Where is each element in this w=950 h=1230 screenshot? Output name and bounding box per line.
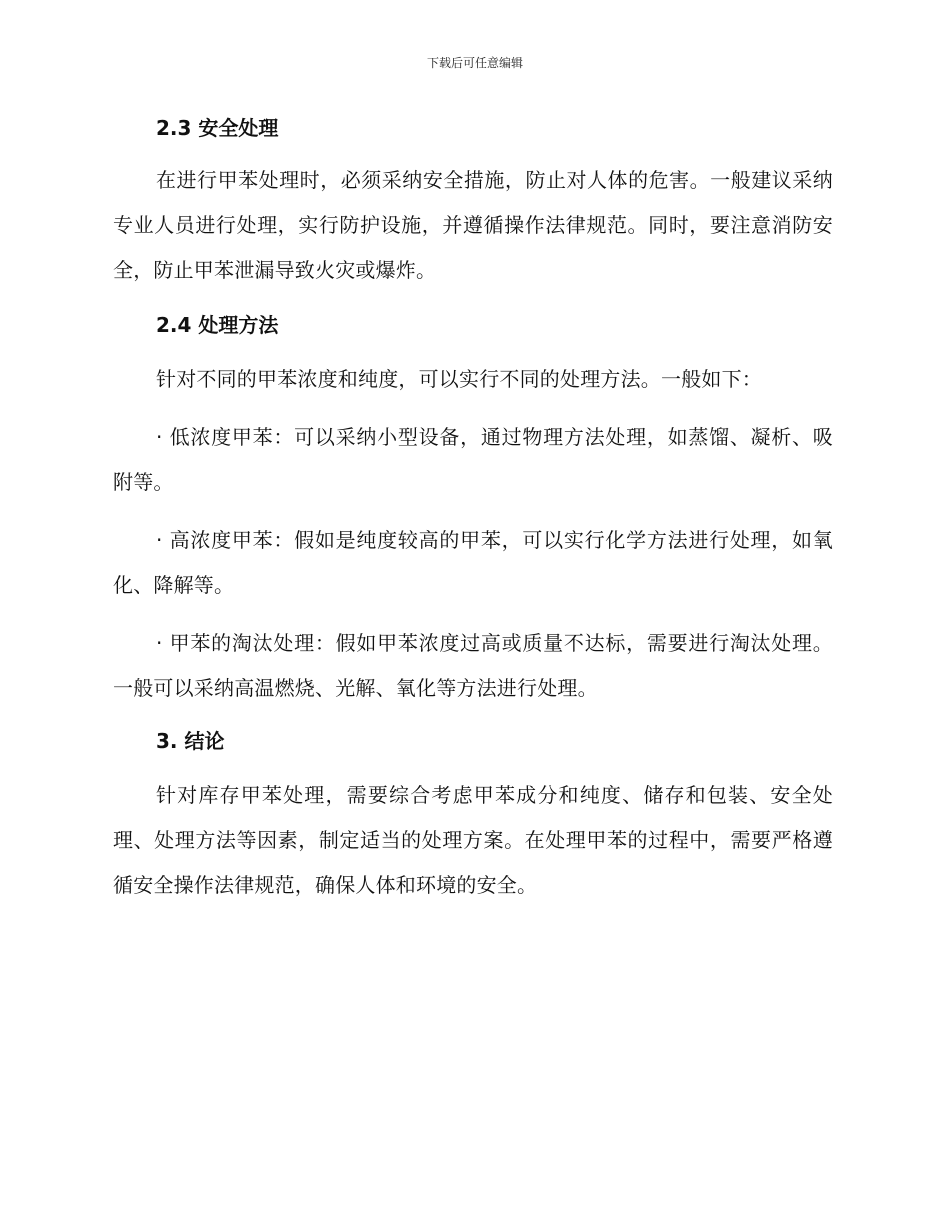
page-header: 下载后可任意编辑 [426,56,523,70]
section-heading-3: 3. 结论 [156,729,225,753]
document-body [113,110,833,908]
section-2-4-intro: 针对不同的甲苯浓度和纯度，可以实行不同的处理方法。一般如下： [156,367,762,391]
section-heading-2-4: 2.4 处理方法 [156,313,279,337]
section-2-3-paragraph: 在进行甲苯处理时，必须采纳安全措施，防止对人体的危害。一般建议采纳专业人员进行处理，实行防护设施，并遵循操作法律规范。同时，要注意消防安全，防止甲苯泄漏导致火灾或爆炸。 [113,168,833,282]
section-3-paragraph: 针对库存甲苯处理，需要综合考虑甲苯成分和纯度、储存和包装、安全处理、处理方法等因素，制定适当的处理方案。在处理甲苯的过程中，需要严格遵循安全操作法律规范，确保人体和环境的安全。 [113,783,833,897]
bullet-high-concentration: · 高浓度甲苯：假如是纯度较高的甲苯，可以实行化学方法进行处理，如氧化、降解等。 [113,528,833,597]
bullet-low-concentration: · 低浓度甲苯：可以采纳小型设备，通过物理方法处理，如蒸馏、凝析、吸附等。 [113,425,833,494]
bullet-disposal: · 甲苯的淘汰处理：假如甲苯浓度过高或质量不达标，需要进行淘汰处理。一般可以采纳高温燃烧、光解、氧化等方法进行处理。 [113,631,833,700]
section-heading-2-3: 2.3 安全处理 [156,116,279,140]
